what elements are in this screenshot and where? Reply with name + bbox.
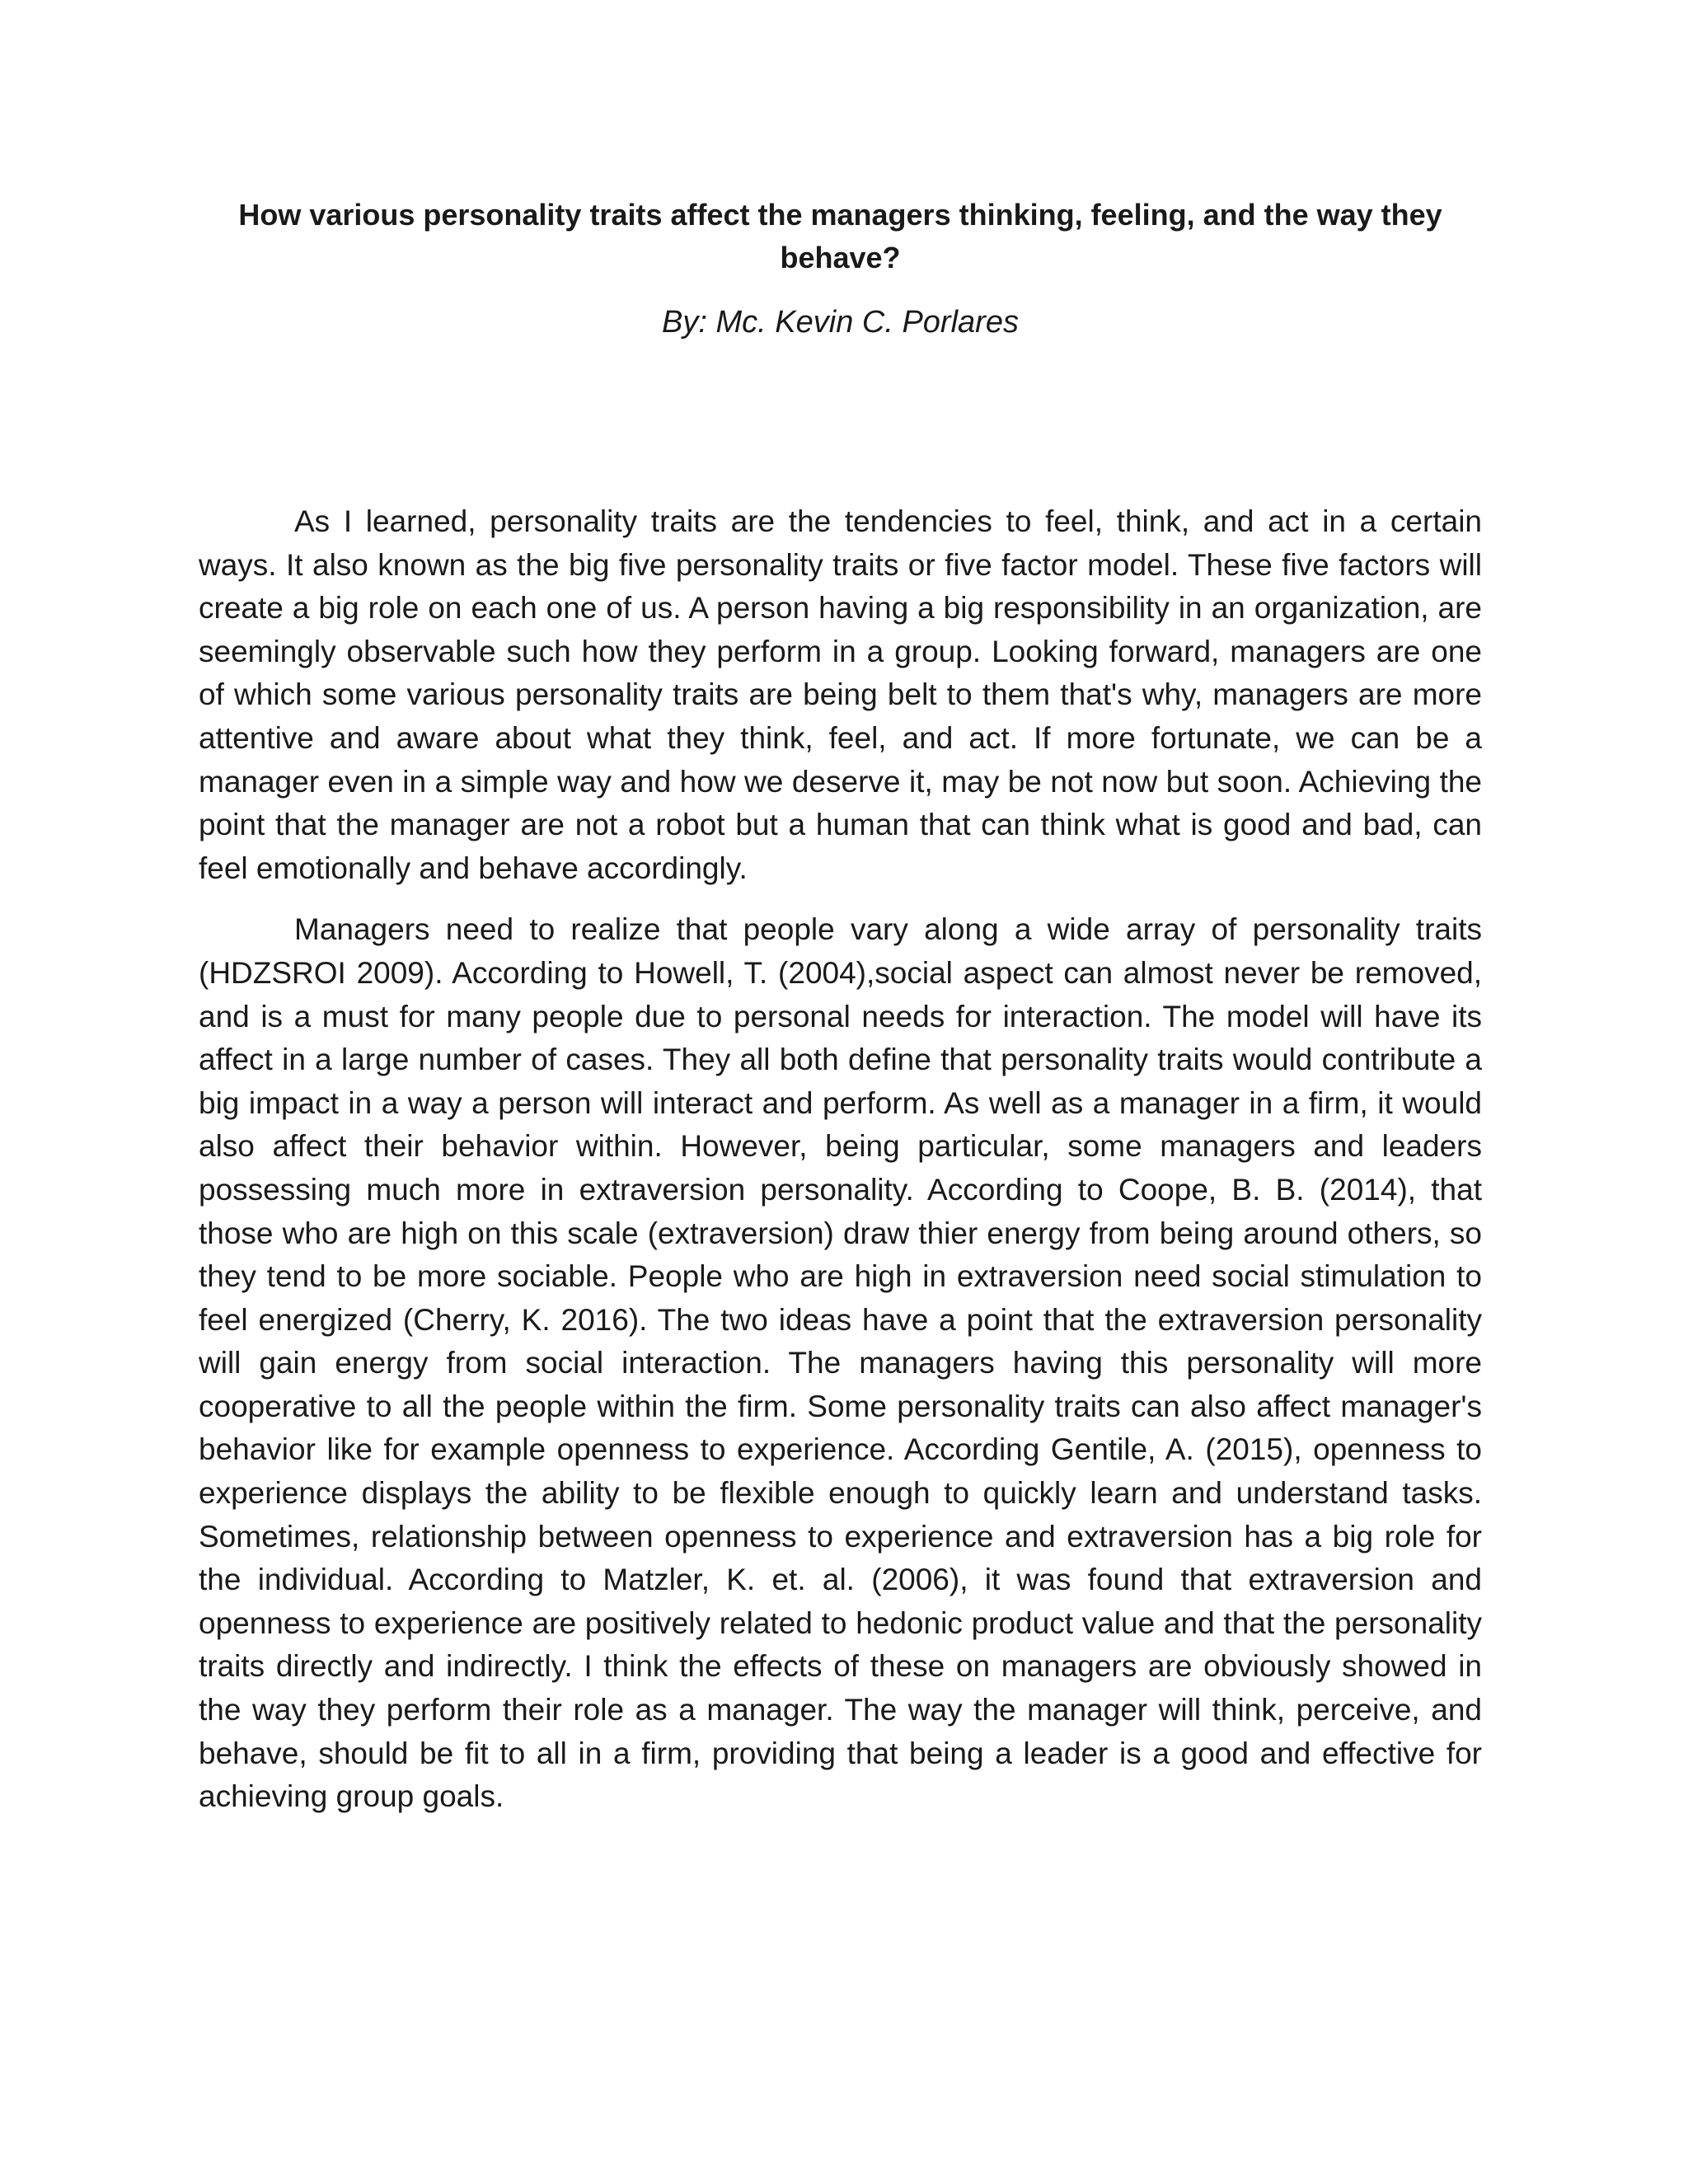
author-byline: By: Mc. Kevin C. Porlares [662, 305, 1019, 340]
paragraph-2: Managers need to realize that people vary along a wide array of personality traits (HDZSROI 2009). According to Howell, T. (2004),social aspect can almost never be removed, and is a must for many people due to personal needs for interaction. The model will have its affect in a large number of cases. They all both define that personality traits would contribute a big impact in a way a person will interact and perform. As well as a manager in a firm, it would also affect their behavior within. However, being particular, some managers and leaders possessing much more in extraversion personality. According to Coope, B. B. (2014), that those who are high on this scale (extraversion) draw thier energy from being around others, so they tend to be more sociable. People who are high in extraversion need social stimulation to feel energized (Cherry, K. 2016). The two ideas have a point that the extraversion personality will gain energy from social interaction. The managers having this personality will more cooperative to all the people within the firm. Some personality traits can also affect manager's behavior like for example openness to experience. According Gentile, A. (2015), openness to experience displays the ability to be flexible enough to quickly learn and understand tasks. Sometimes, relationship between openness to experience and extraversion has a big role for the individual. According to Matzler, K. et. al. (2006), it was found that extraversion and openness to experience are positively related to hedonic product value and that the personality traits directly and indirectly. I think the effects of these on managers are obviously showed in the way they perform their role as a manager. The way the manager will think, perceive, and behave, should be fit to all in a firm, providing that being a leader is a good and effective for achieving group goals. [199, 912, 1482, 1814]
document-body [199, 500, 1482, 1819]
paragraph-1: As I learned, personality traits are the tendencies to feel, think, and act in a certain ways. It also known as the big five personality traits or five factor model. These five factors will create a big role on each one of us. A person having a big responsibility in an organization, are seemingly observable such how they perform in a group. Looking forward, managers are one of which some various personality traits are being belt to them that's why, managers are more attentive and aware about what they think, feel, and act. If more fortunate, we can be a manager even in a simple way and how we deserve it, may be not now but soon. Achieving the point that the manager are not a robot but a human that can think what is good and bad, can feel emotionally and behave accordingly. [199, 504, 1482, 885]
document-title: How various personality traits affect the managers thinking, feeling, and the way they behave? [238, 198, 1442, 274]
